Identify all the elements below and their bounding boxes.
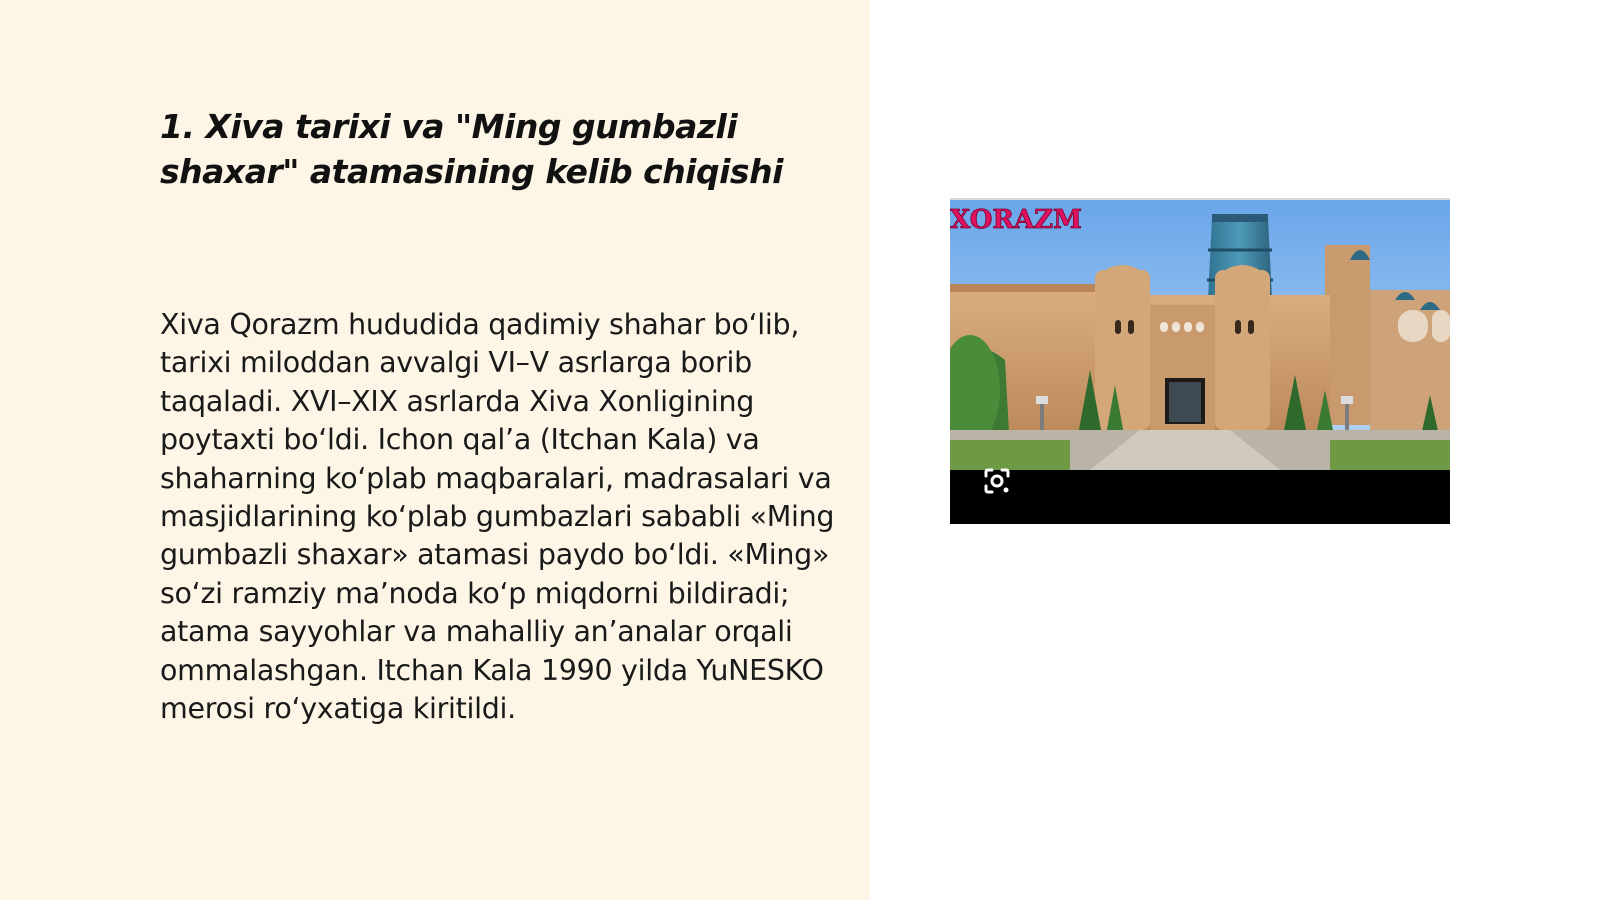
xorazm-watermark: XORAZM: [950, 205, 1082, 235]
slide-title: 1. Xiva tarixi va "Ming gumbazli shaxar" atamasining kelib chiqishi: [160, 107, 783, 191]
slide-body-text: Xiva Qorazm hududida qadimiy shahar bo‘lib, tarixi miloddan avvalgi VI–V asrlarga borib taqaladi. XVI–XIX asrlarda Xiva Xonligining poytaxti bo‘ldi. Ichon qal’a (Itchan Kala) va shaharning ko‘plab maqbaralari, madrasalari va masjidlarining ko‘plab gumbazlari sababli «Ming gumbazli shaxar» atamasi paydo bo‘ldi. «Ming» so‘zi ramziy ma’noda ko‘p miqdorni bildiradi; atama sayyohlar va mahalliy an’analar orqali ommalashgan. Itchan Kala 1990 yilda YuNESKO merosi ro‘yxatiga kiritildi.: [160, 308, 835, 726]
khiva-photo: [950, 198, 1450, 524]
khiva-fortress-image: [950, 200, 1450, 524]
google-lens-icon[interactable]: [980, 464, 1014, 498]
